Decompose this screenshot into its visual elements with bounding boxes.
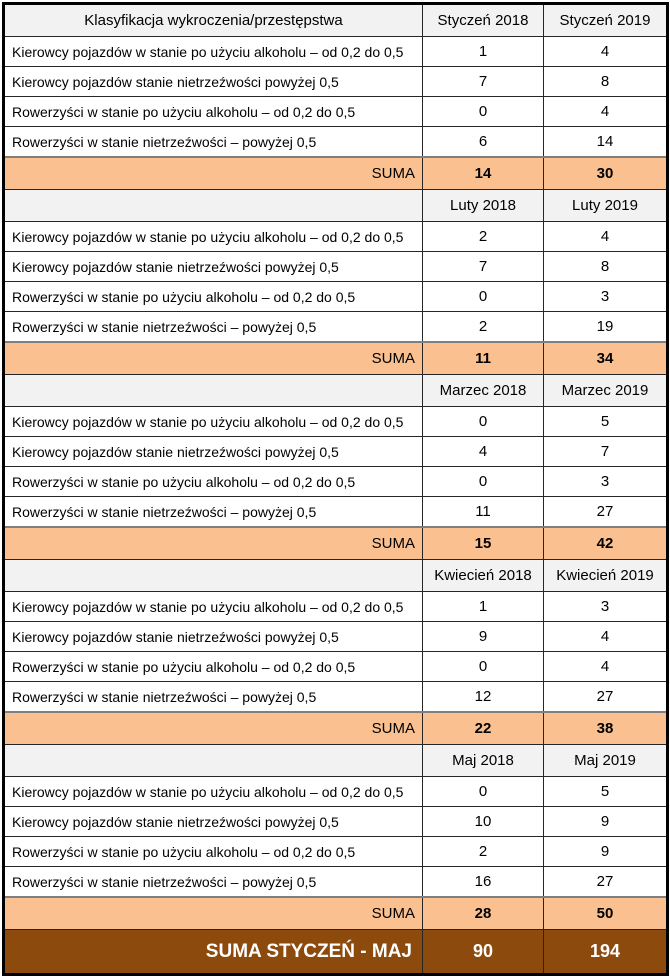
value-2018: 0 bbox=[423, 97, 544, 127]
offense-label: Kierowcy pojazdów stanie nietrzeźwości powyżej 0,5 bbox=[4, 67, 423, 97]
month-header-2019: Styczeń 2019 bbox=[544, 4, 668, 37]
suma-label: SUMA bbox=[4, 712, 423, 745]
table-row bbox=[4, 252, 668, 282]
table-row bbox=[4, 437, 668, 467]
table-row bbox=[4, 592, 668, 622]
value-2019: 9 bbox=[544, 837, 668, 867]
grand-total-label: SUMA STYCZEŃ - MAJ bbox=[4, 930, 423, 975]
month-header-2018: Luty 2018 bbox=[423, 190, 544, 222]
suma-value-2019: 34 bbox=[544, 342, 668, 375]
value-2018: 0 bbox=[423, 777, 544, 807]
value-2018: 9 bbox=[423, 622, 544, 652]
table-row bbox=[4, 407, 668, 437]
value-2019: 4 bbox=[544, 37, 668, 67]
value-2019: 4 bbox=[544, 622, 668, 652]
table-row bbox=[4, 222, 668, 252]
offense-label: Kierowcy pojazdów w stanie po użyciu alkoholu – od 0,2 do 0,5 bbox=[4, 592, 423, 622]
offense-label: Rowerzyści w stanie po użyciu alkoholu – od 0,2 do 0,5 bbox=[4, 467, 423, 497]
value-2019: 27 bbox=[544, 682, 668, 713]
month-header-2018: Styczeń 2018 bbox=[423, 4, 544, 37]
value-2018: 2 bbox=[423, 837, 544, 867]
month-header-2018: Marzec 2018 bbox=[423, 375, 544, 407]
table-row bbox=[4, 127, 668, 158]
grand-total-value-2019: 194 bbox=[544, 930, 668, 975]
suma-row bbox=[4, 342, 668, 375]
value-2019: 5 bbox=[544, 407, 668, 437]
value-2019: 3 bbox=[544, 592, 668, 622]
offense-label: Kierowcy pojazdów w stanie po użyciu alkoholu – od 0,2 do 0,5 bbox=[4, 407, 423, 437]
section-header-kwiecien bbox=[4, 560, 668, 592]
grand-total-row bbox=[4, 930, 668, 975]
value-2018: 1 bbox=[423, 592, 544, 622]
offense-label: Rowerzyści w stanie po użyciu alkoholu – od 0,2 do 0,5 bbox=[4, 97, 423, 127]
offense-label: Kierowcy pojazdów stanie nietrzeźwości powyżej 0,5 bbox=[4, 622, 423, 652]
offense-label: Rowerzyści w stanie po użyciu alkoholu – od 0,2 do 0,5 bbox=[4, 652, 423, 682]
value-2019: 7 bbox=[544, 437, 668, 467]
suma-value-2019: 38 bbox=[544, 712, 668, 745]
value-2018: 2 bbox=[423, 222, 544, 252]
suma-value-2018: 15 bbox=[423, 527, 544, 560]
value-2019: 8 bbox=[544, 252, 668, 282]
value-2019: 27 bbox=[544, 497, 668, 528]
suma-value-2019: 30 bbox=[544, 157, 668, 190]
grand-total-value-2018: 90 bbox=[423, 930, 544, 975]
month-header-2018: Kwiecień 2018 bbox=[423, 560, 544, 592]
offense-label: Kierowcy pojazdów w stanie po użyciu alkoholu – od 0,2 do 0,5 bbox=[4, 37, 423, 67]
empty-header-cell bbox=[4, 560, 423, 592]
value-2018: 2 bbox=[423, 312, 544, 343]
offense-label: Kierowcy pojazdów w stanie po użyciu alkoholu – od 0,2 do 0,5 bbox=[4, 222, 423, 252]
suma-label: SUMA bbox=[4, 157, 423, 190]
section-header-marzec bbox=[4, 375, 668, 407]
value-2018: 7 bbox=[423, 67, 544, 97]
table-title-header: Klasyfikacja wykroczenia/przestępstwa bbox=[4, 4, 423, 37]
suma-label: SUMA bbox=[4, 342, 423, 375]
empty-header-cell bbox=[4, 745, 423, 777]
value-2018: 4 bbox=[423, 437, 544, 467]
offense-label: Rowerzyści w stanie nietrzeźwości – powyżej 0,5 bbox=[4, 312, 423, 343]
table-row bbox=[4, 97, 668, 127]
table-row bbox=[4, 497, 668, 528]
section-header-styczen bbox=[4, 4, 668, 37]
table-row bbox=[4, 467, 668, 497]
value-2018: 16 bbox=[423, 867, 544, 898]
table-row bbox=[4, 682, 668, 713]
table-row bbox=[4, 67, 668, 97]
month-header-2019: Kwiecień 2019 bbox=[544, 560, 668, 592]
value-2019: 3 bbox=[544, 282, 668, 312]
value-2018: 10 bbox=[423, 807, 544, 837]
suma-value-2019: 50 bbox=[544, 897, 668, 930]
suma-value-2019: 42 bbox=[544, 527, 668, 560]
section-header-maj bbox=[4, 745, 668, 777]
offense-label: Rowerzyści w stanie nietrzeźwości – powyżej 0,5 bbox=[4, 497, 423, 528]
month-header-2019: Maj 2019 bbox=[544, 745, 668, 777]
value-2019: 9 bbox=[544, 807, 668, 837]
value-2019: 4 bbox=[544, 97, 668, 127]
offense-label: Kierowcy pojazdów stanie nietrzeźwości powyżej 0,5 bbox=[4, 437, 423, 467]
value-2019: 4 bbox=[544, 222, 668, 252]
value-2018: 12 bbox=[423, 682, 544, 713]
month-header-2019: Luty 2019 bbox=[544, 190, 668, 222]
offense-label: Rowerzyści w stanie nietrzeźwości – powyżej 0,5 bbox=[4, 127, 423, 158]
suma-row bbox=[4, 897, 668, 930]
month-header-2018: Maj 2018 bbox=[423, 745, 544, 777]
offense-label: Rowerzyści w stanie po użyciu alkoholu – od 0,2 do 0,5 bbox=[4, 837, 423, 867]
value-2019: 8 bbox=[544, 67, 668, 97]
section-header-luty bbox=[4, 190, 668, 222]
value-2018: 0 bbox=[423, 652, 544, 682]
value-2018: 0 bbox=[423, 407, 544, 437]
value-2019: 19 bbox=[544, 312, 668, 343]
suma-row bbox=[4, 157, 668, 190]
suma-label: SUMA bbox=[4, 527, 423, 560]
table-row bbox=[4, 867, 668, 898]
offense-label: Rowerzyści w stanie po użyciu alkoholu – od 0,2 do 0,5 bbox=[4, 282, 423, 312]
offense-label: Rowerzyści w stanie nietrzeźwości – powyżej 0,5 bbox=[4, 682, 423, 713]
table-row bbox=[4, 807, 668, 837]
value-2018: 0 bbox=[423, 282, 544, 312]
table-row bbox=[4, 282, 668, 312]
table-row bbox=[4, 777, 668, 807]
suma-value-2018: 11 bbox=[423, 342, 544, 375]
empty-header-cell bbox=[4, 190, 423, 222]
table-row bbox=[4, 652, 668, 682]
table-row bbox=[4, 837, 668, 867]
value-2019: 3 bbox=[544, 467, 668, 497]
value-2019: 14 bbox=[544, 127, 668, 158]
suma-value-2018: 14 bbox=[423, 157, 544, 190]
suma-value-2018: 28 bbox=[423, 897, 544, 930]
table-row bbox=[4, 622, 668, 652]
month-header-2019: Marzec 2019 bbox=[544, 375, 668, 407]
value-2019: 4 bbox=[544, 652, 668, 682]
value-2018: 0 bbox=[423, 467, 544, 497]
offense-label: Kierowcy pojazdów stanie nietrzeźwości powyżej 0,5 bbox=[4, 807, 423, 837]
offense-label: Kierowcy pojazdów w stanie po użyciu alkoholu – od 0,2 do 0,5 bbox=[4, 777, 423, 807]
value-2018: 11 bbox=[423, 497, 544, 528]
value-2018: 7 bbox=[423, 252, 544, 282]
suma-row bbox=[4, 712, 668, 745]
empty-header-cell bbox=[4, 375, 423, 407]
value-2019: 27 bbox=[544, 867, 668, 898]
violations-table bbox=[2, 2, 669, 976]
value-2018: 1 bbox=[423, 37, 544, 67]
suma-value-2018: 22 bbox=[423, 712, 544, 745]
table-row bbox=[4, 312, 668, 343]
table-row bbox=[4, 37, 668, 67]
offense-label: Rowerzyści w stanie nietrzeźwości – powyżej 0,5 bbox=[4, 867, 423, 898]
value-2019: 5 bbox=[544, 777, 668, 807]
suma-label: SUMA bbox=[4, 897, 423, 930]
suma-row bbox=[4, 527, 668, 560]
value-2018: 6 bbox=[423, 127, 544, 158]
offense-label: Kierowcy pojazdów stanie nietrzeźwości powyżej 0,5 bbox=[4, 252, 423, 282]
